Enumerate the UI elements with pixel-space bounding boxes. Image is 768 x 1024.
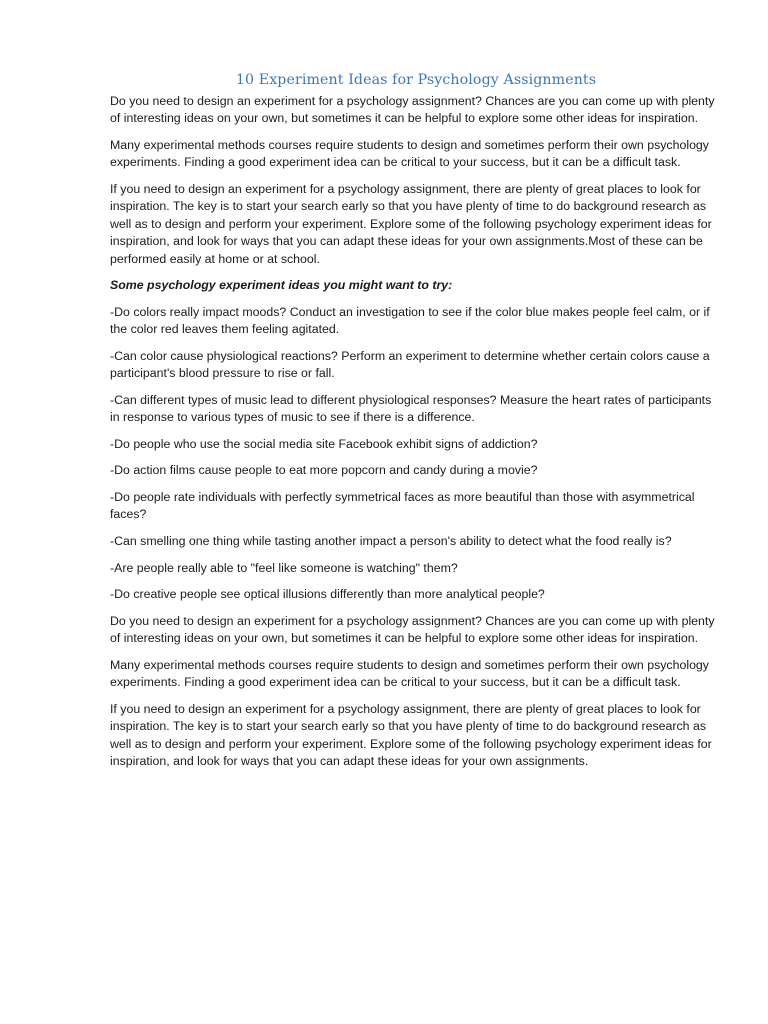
idea-item: -Do colors really impact moods? Conduct an investigation to see if the color blue makes people feel calm, or if the color red leaves them feeling agitated. xyxy=(110,304,710,337)
idea-item: -Do creative people see optical illusions differently than more analytical people? xyxy=(110,587,545,602)
outro-paragraph: Do you need to design an experiment for a psychology assignment? Chances are you can come up with plenty of interesting ideas on your own, but sometimes it can be helpful to explore some other ideas for inspiration. xyxy=(110,613,715,646)
document-page xyxy=(110,71,722,780)
intro-paragraph: If you need to design an experiment for a psychology assignment, there are plenty of great places to look for inspiration. The key is to start your search early so that you have plenty of time to do background research as well as to design and perform your experiment. Explore some of the following psychology experiment ideas for inspiration, and look for ways that you can adapt these ideas for your own assignments.Most of these can be performed easily at home or at school. xyxy=(110,182,712,266)
idea-item: -Can smelling one thing while tasting another impact a person's ability to detect what the food really is? xyxy=(110,534,672,548)
idea-item: -Can different types of music lead to different physiological responses? Measure the heart rates of participants in response to various types of music to see if there is a difference. xyxy=(110,392,712,425)
outro-paragraph: Many experimental methods courses require students to design and sometimes perform their own psychology experiments. Finding a good experiment idea can be critical to your success, but it can be a difficult task. xyxy=(110,657,709,690)
document-title: 10 Experiment Ideas for Psychology Assignments xyxy=(235,72,597,88)
outro-paragraph: If you need to design an experiment for a psychology assignment, there are plenty of great places to look for inspiration. The key is to start your search early so that you have plenty of time to do background research as well as to design and perform your experiment. Explore some of the following psychology experiment ideas for inspiration, and look for ways that you can adapt these ideas for your own assignments. xyxy=(110,701,712,768)
document-body xyxy=(110,93,722,770)
idea-item: -Do action films cause people to eat more popcorn and candy during a movie? xyxy=(110,463,538,478)
ideas-heading: Some psychology experiment ideas you might want to try: xyxy=(110,278,453,293)
intro-paragraph: Do you need to design an experiment for a psychology assignment? Chances are you can come up with plenty of interesting ideas on your own, but sometimes it can be helpful to explore some other ideas for inspiration. xyxy=(110,94,715,126)
idea-item: -Do people rate individuals with perfectly symmetrical faces as more beautiful than those with asymmetrical faces? xyxy=(110,490,695,522)
intro-paragraph: Many experimental methods courses require students to design and sometimes perform their own psychology experiments. Finding a good experiment idea can be critical to your success, but it can be a difficult task. xyxy=(110,138,709,170)
idea-item: -Are people really able to "feel like someone is watching" them? xyxy=(110,560,458,575)
idea-item: -Can color cause physiological reactions? Perform an experiment to determine whether certain colors cause a participant's blood pressure to rise or fall. xyxy=(110,348,710,381)
idea-item: -Do people who use the social media site Facebook exhibit signs of addiction? xyxy=(110,436,538,451)
